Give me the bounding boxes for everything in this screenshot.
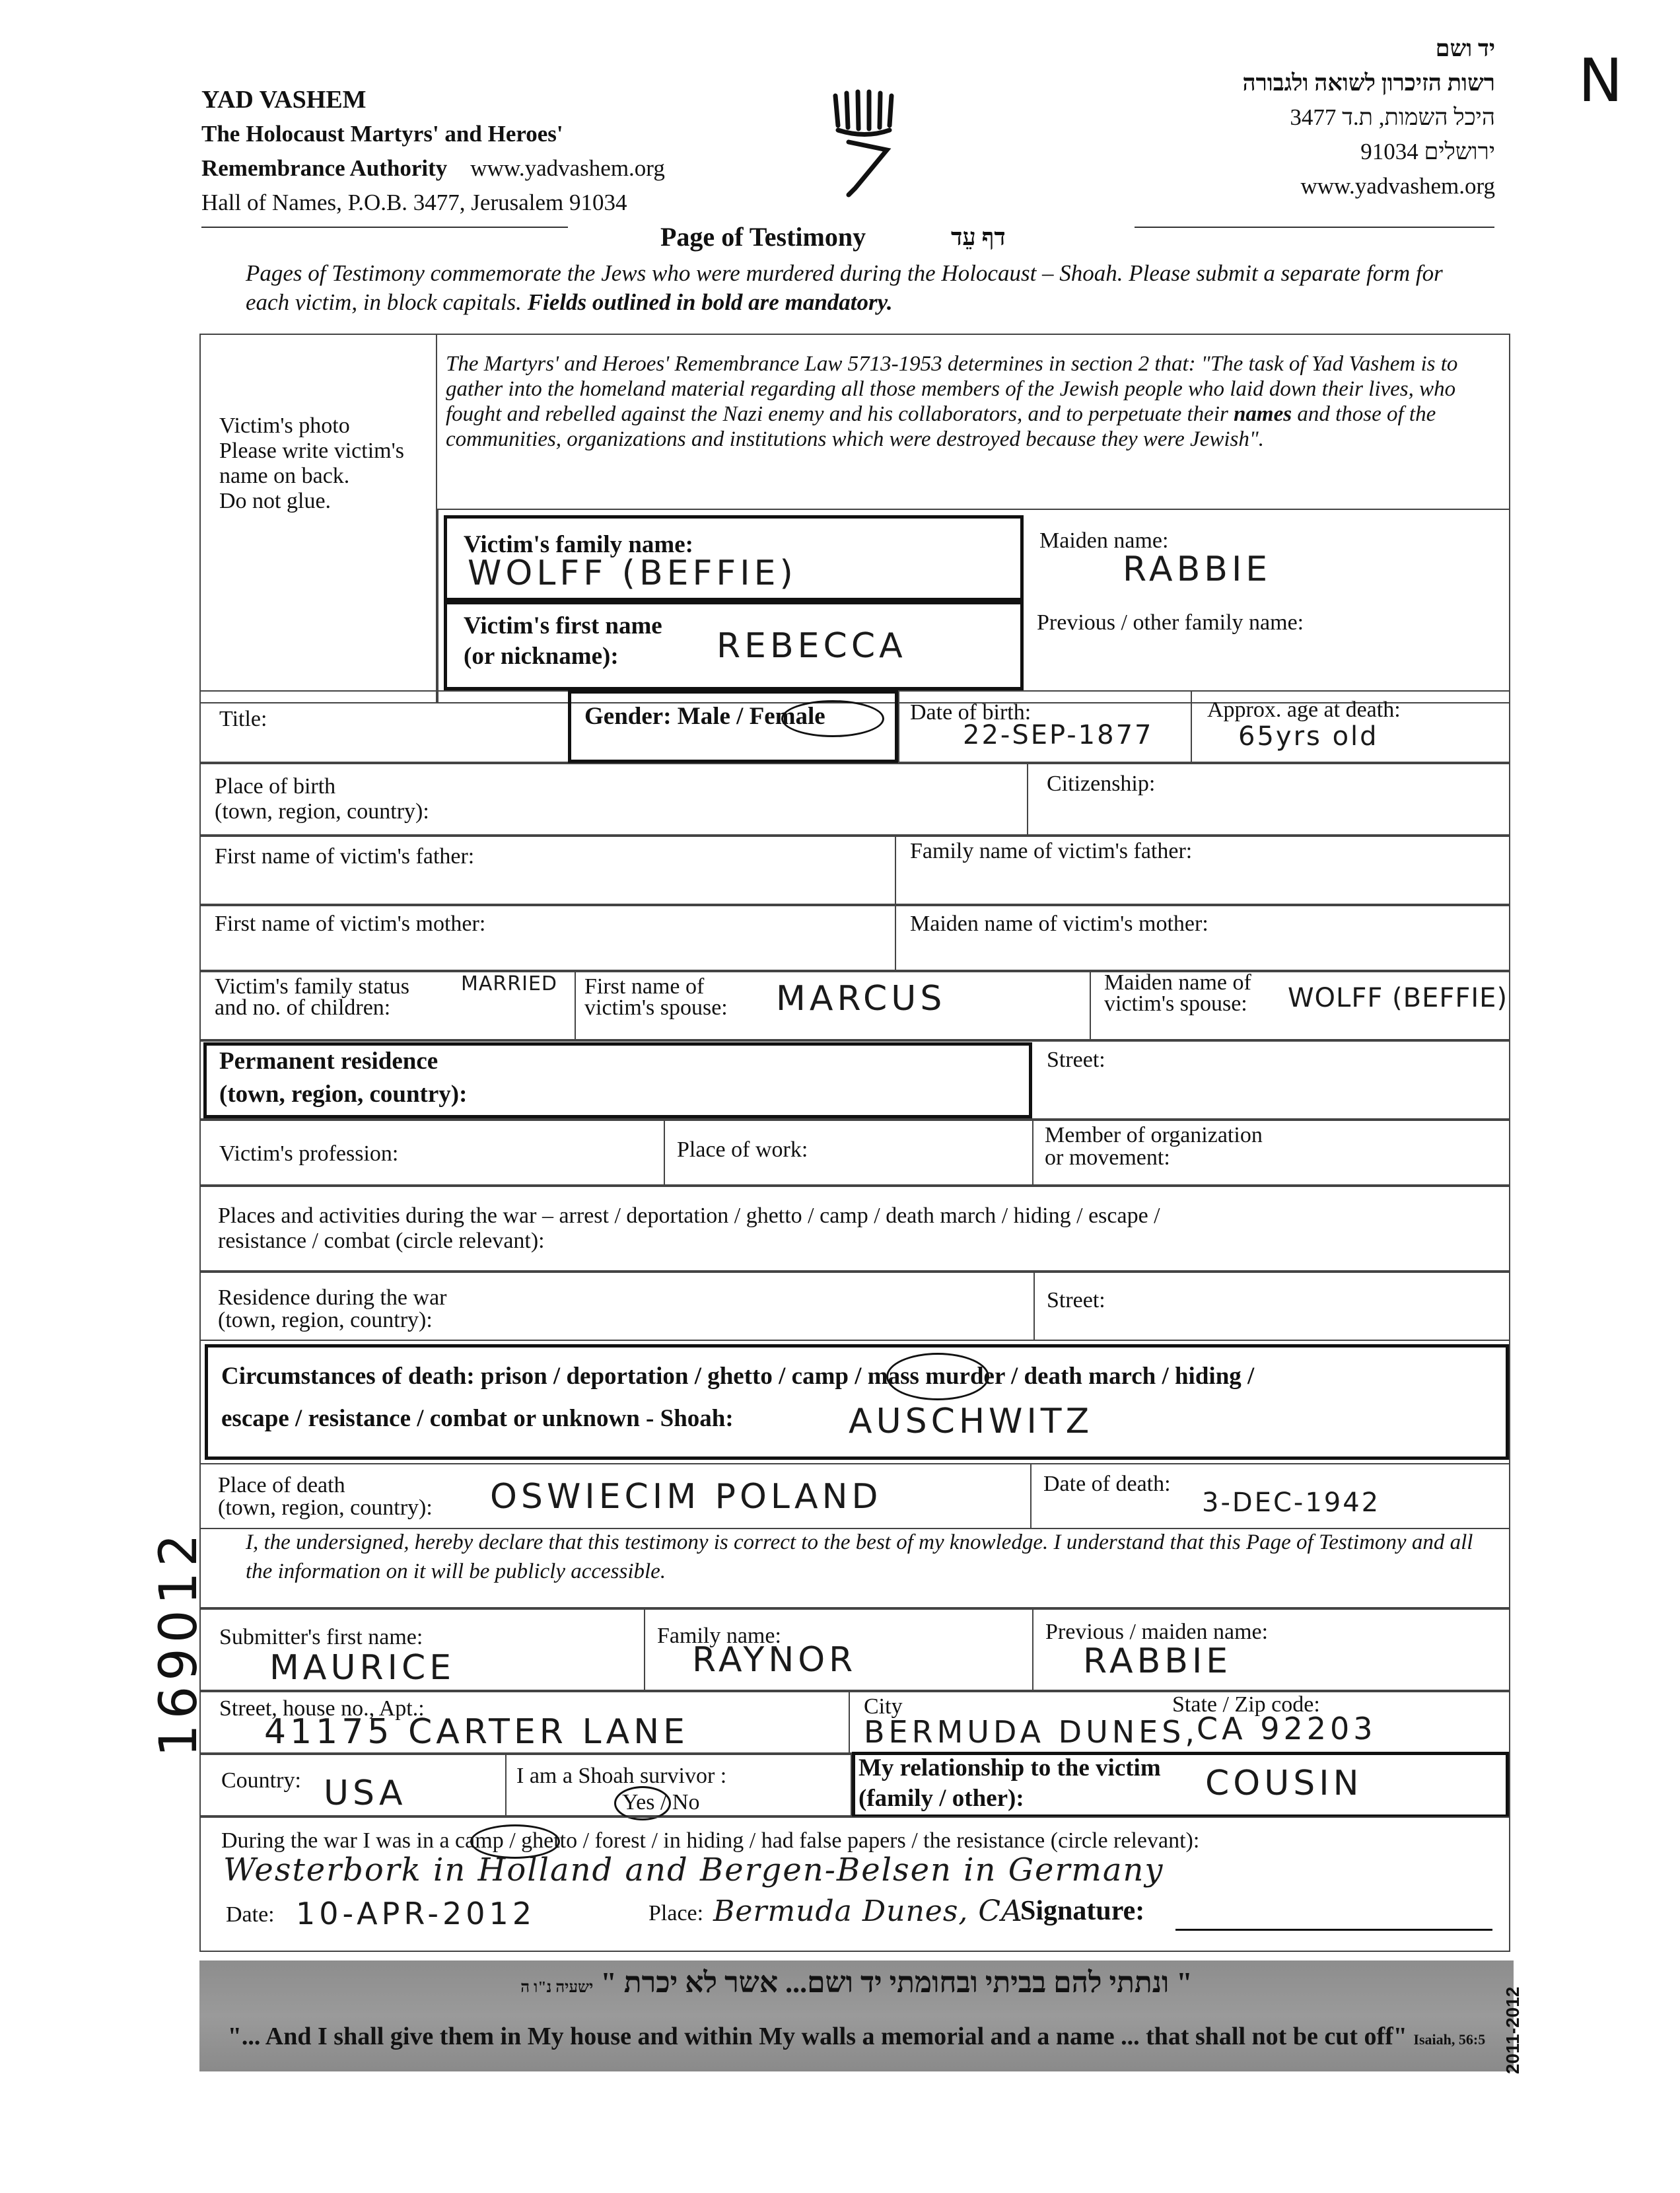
mother-first-label: First name of victim's mother:	[215, 912, 486, 936]
footer-quote-band	[199, 1960, 1514, 2071]
photo-line2: Please write victim's	[219, 439, 404, 463]
relationship-label-2: (family / other):	[858, 1785, 1024, 1812]
father-family-label: Family name of victim's father:	[910, 839, 1193, 863]
gender-male[interactable]: Male /	[677, 703, 744, 730]
yes-circle	[614, 1786, 671, 1820]
member-label-1: Member of organization	[1045, 1123, 1263, 1147]
during-war-value[interactable]: Westerbork in Holland and Bergen-Belsen in Germany	[223, 1851, 1164, 1888]
dob-value[interactable]: 22-SEP-1877	[963, 720, 1154, 750]
profession-label: Victim's profession:	[219, 1141, 399, 1166]
gender-female[interactable]: Female	[749, 703, 825, 730]
place-label: Place:	[648, 1901, 704, 1925]
member-label-2: or movement:	[1045, 1145, 1170, 1170]
intro-main: Pages of Testimony commemorate the Jews who were murdered during the Holocaust – Shoah. Please submit a separate form for each victim, in block capitals.	[246, 260, 1443, 315]
citizenship-label: Citizenship:	[1047, 772, 1156, 796]
family-name-value[interactable]: WOLFF (BEFFIE)	[468, 554, 797, 593]
website-right[interactable]: www.yadvashem.org	[1300, 173, 1495, 199]
spouse-maiden-value[interactable]: WOLFF (BEFFIE)	[1288, 983, 1508, 1013]
place-value[interactable]: Bermuda Dunes, CA	[713, 1894, 1023, 1928]
header-hebrew	[1242, 32, 1495, 203]
prev-maiden-label: Previous / maiden name:	[1045, 1620, 1269, 1644]
form-title-hebrew: דף עֵד	[951, 224, 1006, 250]
hebrew-quote-source: ישעיה נ"ו ה	[520, 1979, 594, 1996]
state-label: State / Zip code:	[1172, 1692, 1320, 1717]
first-name-label-2: (or nickname):	[464, 643, 619, 670]
pod-label-1: Place of death	[218, 1473, 345, 1497]
english-quote-text: "... And I shall give them in My house and within My walls a memorial and a name ... that shall not be cut off"	[227, 2023, 1407, 2050]
hebrew-quote-text: " ונתתי להם בביתי ובחומתי יד ושם... אשר לא יכרת "	[600, 1966, 1193, 1999]
perm-res-label-1: Permanent residence	[219, 1048, 438, 1075]
date-value[interactable]: 10-APR-2012	[296, 1896, 536, 1931]
photo-box[interactable]	[199, 334, 437, 703]
gender-label: Gender:	[584, 703, 672, 730]
dob-label: Date of birth:	[910, 700, 1032, 725]
photo-line4: Do not glue.	[219, 489, 332, 513]
submitter-family-value[interactable]: RAYNOR	[692, 1640, 857, 1680]
pod-label-2: (town, region, country):	[218, 1495, 433, 1520]
war-res-label	[218, 1287, 447, 1332]
photo-line3: name on back.	[219, 464, 350, 488]
street-address-value[interactable]: 41175 CARTER LANE	[264, 1712, 689, 1752]
survivor-label: I am a Shoah survivor :	[516, 1764, 727, 1788]
year-range: 2011-2012	[1502, 1986, 1523, 2074]
spouse-maiden-label-2: victim's spouse:	[1104, 991, 1247, 1016]
circ-label-2: escape / resistance / combat or unknown - Shoah:	[221, 1405, 734, 1432]
submitter-first-value[interactable]: MAURICE	[269, 1648, 456, 1688]
pod-label	[218, 1474, 433, 1519]
intro-text	[246, 259, 1461, 317]
family-status-label-2: and no. of children:	[215, 995, 391, 1020]
member-label	[1045, 1124, 1263, 1169]
relationship-value[interactable]: COUSIN	[1205, 1764, 1363, 1803]
during-war-label: During the war I was in a camp / ghetto / forest / in hiding / had false papers / the resistance (circle relevant):	[221, 1828, 1200, 1853]
prev-maiden-value[interactable]: RABBIE	[1083, 1641, 1232, 1681]
org-name: YAD VASHEM	[201, 86, 367, 114]
footer-english-quote	[199, 2022, 1514, 2051]
photo-instructions	[219, 413, 404, 514]
activities-label	[218, 1204, 1160, 1254]
perm-residence-label	[219, 1045, 467, 1111]
pob-label-1: Place of birth	[215, 774, 336, 799]
address: Hall of Names, P.O.B. 3477, Jerusalem 91034	[201, 190, 627, 215]
spouse-maiden-label-1: Maiden name of	[1104, 970, 1251, 995]
family-status-label-1: Victim's family status	[215, 974, 409, 999]
footer-hebrew-quote	[199, 1966, 1514, 1999]
submitter-family-label: Family name:	[657, 1624, 781, 1648]
family-name-label: Victim's family name:	[464, 531, 693, 558]
previous-name-label: Previous / other family name:	[1037, 610, 1304, 635]
circumstances-value[interactable]: AUSCHWITZ	[849, 1402, 1094, 1441]
family-status-label	[215, 976, 409, 1019]
law-text-1: The Martyrs' and Heroes' Remembrance Law 5713-1953 determines in section 2 that: "The task of Yad Vashem is to gather into the homeland material regarding all those members of the Jewish people who laid down their lives, who fought and rebelled against the Nazi enemy and his collaborators, and to perpetuate their	[446, 352, 1458, 426]
street-label: Street:	[1047, 1048, 1105, 1072]
father-first-label: First name of victim's father:	[215, 844, 475, 869]
spouse-first-value[interactable]: MARCUS	[776, 979, 946, 1019]
female-circle	[781, 700, 884, 737]
street-address-label: Street, house no., Apt.:	[219, 1696, 425, 1721]
perm-res-label-2: (town, region, country):	[219, 1081, 468, 1108]
work-label: Place of work:	[677, 1137, 808, 1162]
english-quote-source: Isaiah, 56:5	[1413, 2031, 1486, 2048]
he-line3: היכל השמות, ת.ד 3477	[1290, 104, 1495, 130]
pob-label	[215, 774, 429, 824]
signature-label: Signature:	[1020, 1896, 1145, 1926]
maiden-name-value[interactable]: RABBIE	[1123, 550, 1272, 589]
survivor-yes[interactable]: Yes	[622, 1790, 655, 1815]
declaration-text: I, the undersigned, hereby declare that this testimony is correct to the best of my knowledge. I understand that this Page of Testimony and all the information on it will be publicly accessible.	[246, 1530, 1473, 1583]
spouse-first-label-2: victim's spouse:	[584, 995, 728, 1020]
header-english	[201, 83, 665, 220]
law-text	[446, 351, 1499, 452]
war-res-label-2: (town, region, country):	[218, 1308, 433, 1332]
activities-label-1: Places and activities during the war – arrest / deportation / ghetto / camp / death march / hiding / escape /	[218, 1204, 1160, 1228]
signature-line[interactable]	[1175, 1929, 1492, 1931]
spouse-maiden-label	[1104, 972, 1251, 1015]
pod-value[interactable]: OSWIECIM POLAND	[490, 1477, 882, 1517]
margin-number: 169012	[149, 1528, 209, 1757]
photo-line1: Victim's photo	[219, 413, 350, 438]
org-line3: Remembrance Authority	[201, 155, 448, 181]
circ-label-1: Circumstances of death: prison / deportation / ghetto / camp / mass murder / death march / hiding /	[221, 1363, 1255, 1390]
relationship-label-1: My relationship to the victim	[858, 1754, 1161, 1781]
org-line2: The Holocaust Martyrs' and Heroes'	[201, 121, 563, 147]
date-label: Date:	[226, 1902, 275, 1927]
spouse-first-label	[584, 976, 728, 1019]
maiden-name-label: Maiden name:	[1039, 528, 1169, 553]
dod-label: Date of death:	[1043, 1472, 1171, 1496]
family-status-value[interactable]: MARRIED	[461, 972, 557, 995]
first-name-label-1: Victim's first name	[464, 612, 662, 639]
city-label: City	[864, 1694, 903, 1719]
form-title: Page of Testimony	[660, 222, 866, 252]
title-label: Title:	[219, 707, 267, 731]
law-text-bold: names	[1234, 402, 1292, 426]
spouse-first-label-1: First name of	[584, 974, 705, 999]
header-rule-left	[201, 227, 568, 228]
he-line1: יד ושם	[1435, 36, 1495, 61]
country-label: Country:	[221, 1768, 301, 1793]
circumstances-label	[221, 1355, 1254, 1440]
survivor-no[interactable]: / No	[660, 1790, 700, 1815]
pob-label-2: (town, region, country):	[215, 799, 429, 824]
first-name-label	[464, 611, 662, 672]
state-value[interactable]: CA 92203	[1197, 1711, 1377, 1746]
war-street-label: Street:	[1047, 1288, 1105, 1312]
corner-mark: N	[1578, 46, 1623, 116]
menorah-icon	[829, 89, 901, 201]
activities-label-2: resistance / combat (circle relevant):	[218, 1229, 545, 1253]
age-label: Approx. age at death:	[1207, 698, 1401, 722]
mother-maiden-label: Maiden name of victim's mother:	[910, 912, 1208, 936]
relationship-label	[858, 1753, 1161, 1814]
submitter-first-label: Submitter's first name:	[219, 1625, 423, 1649]
law-text-2: and those of the communities, organizations and institutions which were destroyed because they were Jewish".	[446, 402, 1436, 451]
country-value[interactable]: USA	[324, 1774, 407, 1813]
dod-value[interactable]: 3-DEC-1942	[1202, 1488, 1381, 1518]
intro-mandatory: Fields outlined in bold are mandatory.	[527, 289, 893, 315]
he-line2: רשות הזיכרון לשואה ולגבורה	[1242, 70, 1495, 96]
header-rule-right	[1135, 227, 1494, 228]
camp-circle	[886, 1353, 989, 1400]
website-left[interactable]: www.yadvashem.org	[470, 155, 665, 181]
city-value[interactable]: BERMUDA DUNES,	[864, 1714, 1199, 1750]
war-res-label-1: Residence during the war	[218, 1285, 447, 1310]
he-line4: ירושלים 91034	[1360, 139, 1495, 164]
first-name-value[interactable]: REBECCA	[717, 626, 907, 666]
age-value[interactable]: 65yrs old	[1238, 721, 1379, 752]
